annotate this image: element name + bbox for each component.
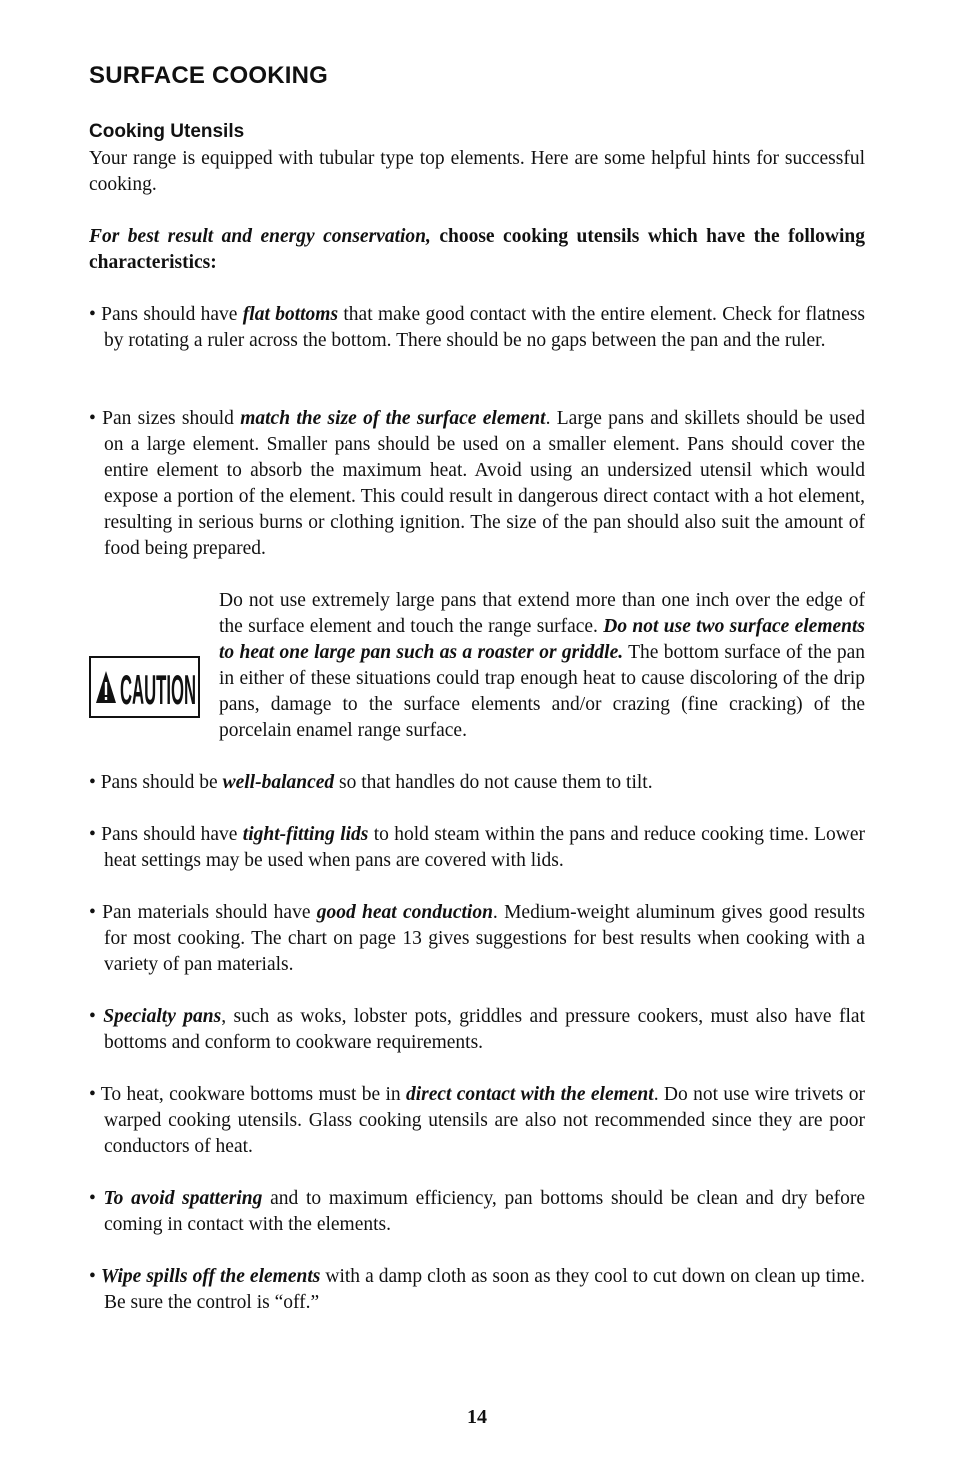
bullet-direct-contact: • To heat, cookware bottoms must be in direct contact with the element. Do not use wire trivets or warped cooking utensils. Glass cooking utensils are also not recommended since they are poor conductors of heat. xyxy=(89,1084,865,1157)
bullet-heat-conduction: • Pan materials should have good heat conduction. Medium-weight aluminum gives good results for most cooking. The chart on page 13 gives suggestions for best results when cooking with a variety of pan materials. xyxy=(89,902,865,975)
emphasis-paragraph xyxy=(89,224,865,276)
caution-notice xyxy=(89,588,865,748)
caution-label-box xyxy=(89,656,200,718)
caution-logo xyxy=(91,658,198,716)
bullet-specialty-pans: • Specialty pans, such as woks, lobster pots, griddles and pressure cookers, must also have flat bottoms and conform to cookware requirements. xyxy=(89,1006,866,1053)
bullet-pan-size: • Pan sizes should match the size of the surface element. Large pans and skillets should be used on a large element. Smaller pans should be used on a smaller element. Pans should cover the entire element to absorb the maximum heat. Avoid using an undersized utensil which would expose a portion of the element. This could result in dangerous direct contact with a hot element, resulting in serious burns or clothing ignition. The size of the pan should also suit the amount of food being prepared. xyxy=(89,408,865,559)
bullet-well-balanced: • Pans should be well-balanced so that handles do not cause them to tilt. xyxy=(89,772,653,793)
subsection-heading: Cooking Utensils xyxy=(89,121,245,142)
bullet-tight-lids: • Pans should have tight-fitting lids to hold steam within the pans and reduce cooking time. Lower heat settings may be used when pans are covered with lids. xyxy=(89,824,866,871)
page-number: 14 xyxy=(467,1406,487,1428)
bullet-wipe-spills: • Wipe spills off the elements with a damp cloth as soon as they cool to cut down on clean up time. Be sure the control is “off.” xyxy=(89,1266,865,1313)
bullet-flat-bottoms: • Pans should have flat bottoms that make good contact with the entire element. Check for flatness by rotating a ruler across the bottom. There should be no gaps between the pan and the ruler. xyxy=(89,304,865,351)
caution-label: CAUTION xyxy=(120,666,196,713)
caution-text: Do not use extremely large pans that extend more than one inch over the edge of the surface element and touch the range surface. Do not use two surface elements to heat one large pan such as a roaster or griddle. The bottom surface of the pan in either of these situations could trap enough heat to cause discoloring of the drip pans, damage to the surface elements and/or crazing (fine cracking) of the porcelain enamel range surface. xyxy=(219,590,866,741)
emphasis-bold: choose cooking utensils which have the following characteristics: xyxy=(89,226,865,273)
bullet-avoid-spattering: • To avoid spattering and to maximum efficiency, pan bottoms should be clean and dry before coming in contact with the elements. xyxy=(89,1188,866,1235)
section-heading: SURFACE COOKING xyxy=(89,62,329,89)
intro-paragraph: Your range is equipped with tubular type top elements. Here are some helpful hints for successful cooking. xyxy=(89,148,865,195)
emphasis-italic: For best result and energy conservation, xyxy=(89,226,431,247)
